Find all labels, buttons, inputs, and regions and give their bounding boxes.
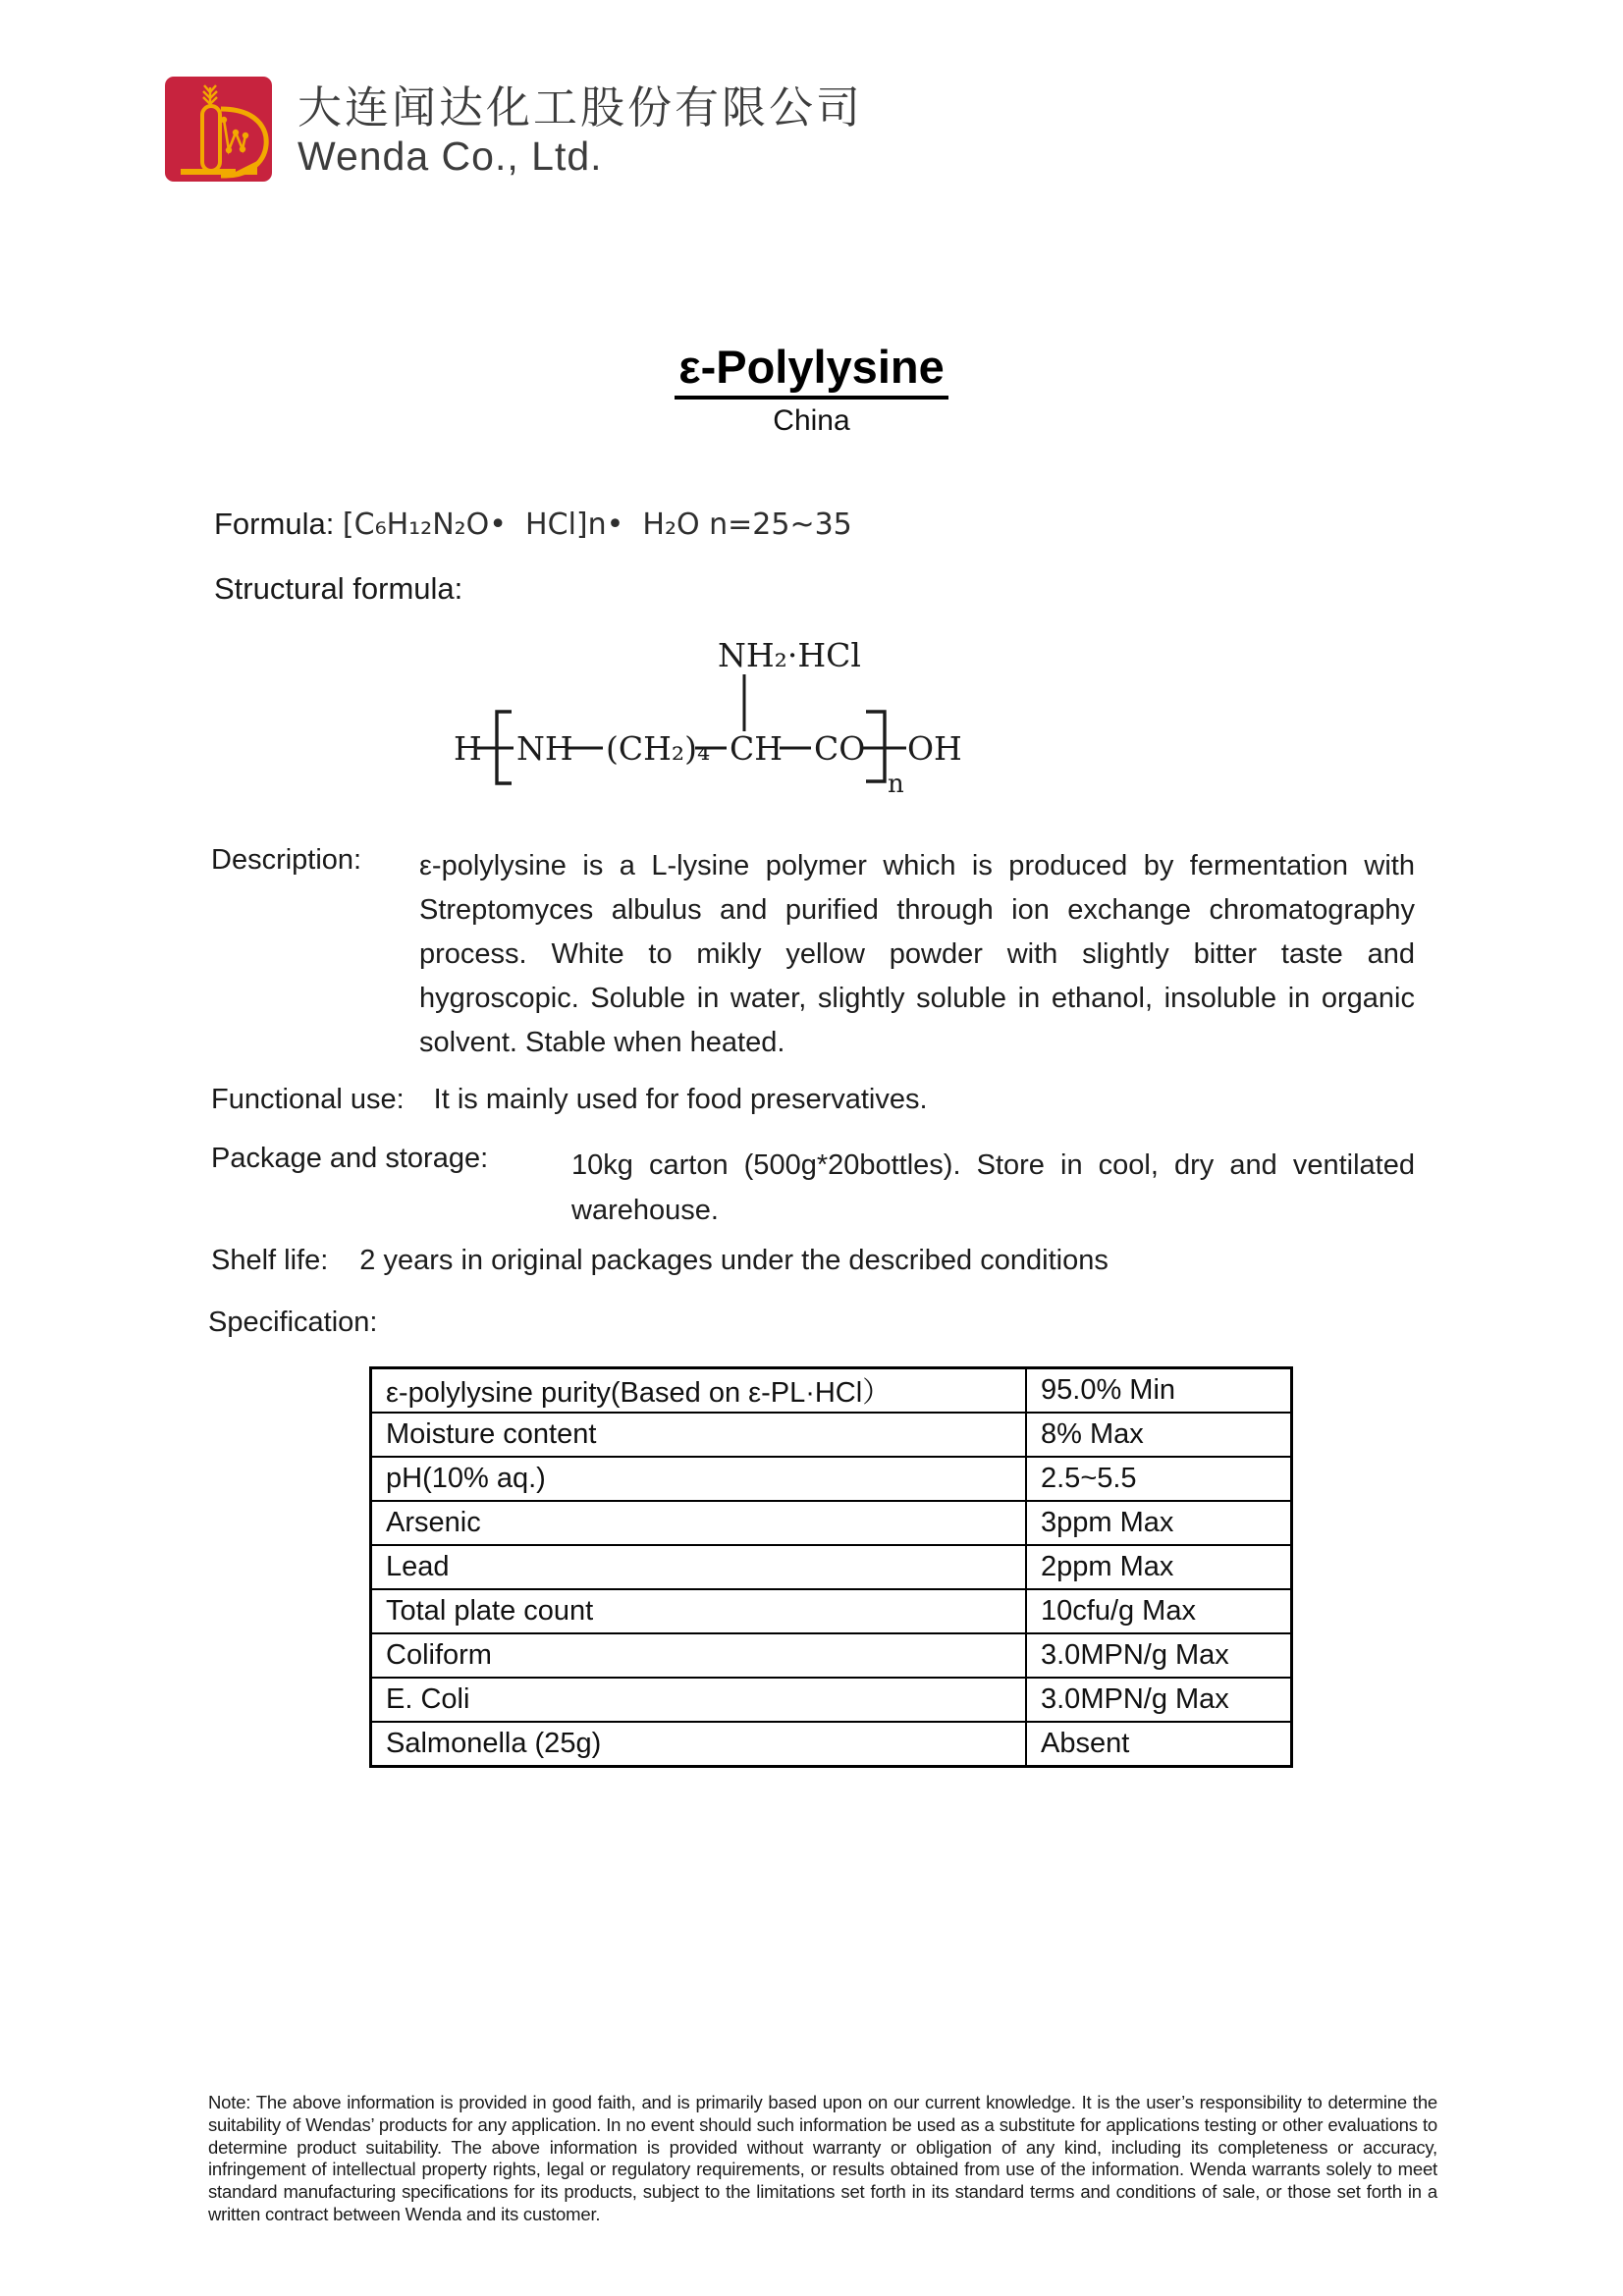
diagram-co: CO [814,729,866,768]
table-row [371,1633,1292,1678]
spec-item-cell: ε-polylysine purity(Based on ε-PL·HCl） [371,1368,1027,1414]
spec-item-cell: Coliform [371,1633,1027,1678]
diagram-nh: NH [516,729,573,768]
description-section [211,844,1415,1065]
title-wrap [0,342,1623,400]
spec-value-cell: Absent [1026,1722,1292,1767]
package-storage-label: Package and storage: [211,1143,489,1174]
functional-use-label: Functional use: [211,1084,405,1115]
table-row [371,1368,1292,1414]
functional-use-text: It is mainly used for food preservatives. [433,1084,928,1115]
table-row [371,1457,1292,1501]
formula-line [214,507,852,542]
diagram-n-subscript: n [888,770,904,799]
spec-value-cell: 2.5~5.5 [1026,1457,1292,1501]
spec-value-cell: 8% Max [1026,1413,1292,1457]
structural-formula-diagram [447,633,967,800]
shelf-life-section [211,1245,1109,1277]
company-name-chinese: 大连闻达化工股份有限公司 [298,82,864,133]
table-row [371,1678,1292,1722]
page-title: ε-Polylysine [675,342,947,400]
table-row [371,1545,1292,1589]
formula-value: [C₆H₁₂N₂O• HCl]n• H₂O n=25~35 [342,507,852,542]
diagram-ch: CH [730,729,784,768]
diagram-top-group: NH₂·HCl [718,636,861,674]
diagram-ch2: (CH₂)₄ [606,729,711,768]
company-header [298,82,863,179]
table-row [371,1413,1292,1457]
spec-value-cell: 3ppm Max [1026,1501,1292,1545]
company-name-english: Wenda Co., Ltd. [298,133,603,179]
spec-item-cell: pH(10% aq.) [371,1457,1027,1501]
spec-item-cell: Salmonella (25g) [371,1722,1027,1767]
spec-item-cell: Moisture content [371,1413,1027,1457]
spec-item-cell: Lead [371,1545,1027,1589]
diagram-oh: OH [907,729,962,768]
specification-label: Specification: [208,1307,378,1338]
functional-use-section [211,1084,928,1116]
spec-value-cell: 95.0% Min [1026,1368,1292,1414]
package-storage-section [211,1143,1415,1233]
spec-value-cell: 3.0MPN/g Max [1026,1633,1292,1678]
spec-item-cell: Arsenic [371,1501,1027,1545]
footer-note: Note: The above information is provided in good faith, and is primarily based upon on our current knowledge. It is the user’s responsibility to determine the suitability of Wendas’ products for any application. In no event should such information be used as a substitute for applications testing or other evaluations to determine product suitability. The above information is provided without warranty or obligation of any kind, including its completeness or accuracy, infringement of intellectual property rights, legal or regulatory requirements, or results obtained from use of the information. Wenda warrants solely to meet standard manufacturing specifications for its products, subject to the limitations set forth in its standard terms and conditions of sale, or those set forth in a written contract between Wenda and its customer. [208,2092,1437,2224]
description-label: Description: [211,844,362,876]
spec-table [369,1366,1293,1768]
table-row [371,1589,1292,1633]
spec-value-cell: 3.0MPN/g Max [1026,1678,1292,1722]
spec-value-cell: 10cfu/g Max [1026,1589,1292,1633]
spec-value-cell: 2ppm Max [1026,1545,1292,1589]
spec-item-cell: E. Coli [371,1678,1027,1722]
origin-subtitle: China [773,404,850,437]
shelf-life-label: Shelf life: [211,1245,329,1276]
description-text: ε-polylysine is a L-lysine polymer which is produced by fermentation with Streptomyces albulus and purified through ion exchange chromatography process. White to mikly yellow powder with slightly bitter taste and hygroscopic. Soluble in water, slightly soluble in ethanol, insoluble in organic solvent. Stable when heated. [419,850,1415,1058]
table-row [371,1722,1292,1767]
package-storage-text: 10kg carton (500g*20bottles). Store in cool, dry and ventilated warehouse. [571,1149,1415,1226]
diagram-h: H [454,729,482,768]
spec-item-cell: Total plate count [371,1589,1027,1633]
wenda-logo-icon [165,77,272,182]
structural-formula-label: Structural formula: [214,571,463,606]
shelf-life-text: 2 years in original packages under the described conditions [359,1245,1109,1276]
table-row [371,1501,1292,1545]
formula-label: Formula: [214,507,343,541]
